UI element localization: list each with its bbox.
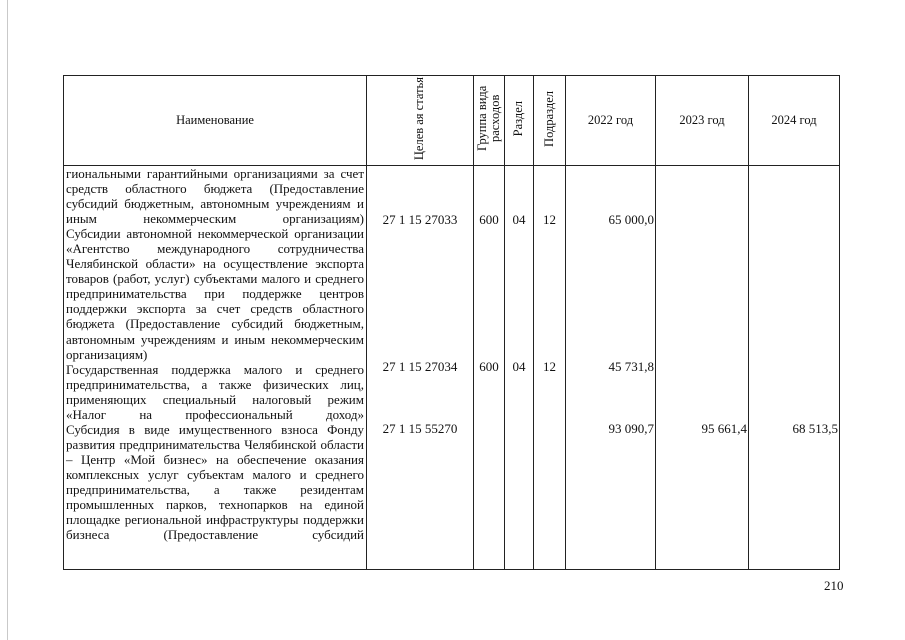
y2023-row-3: 95 661,4 [701, 421, 747, 436]
table-body-row [64, 166, 840, 570]
expense-group-cell [474, 166, 505, 570]
header-2023: 2023 год [656, 76, 749, 166]
y2022-row-3: 93 090,7 [608, 421, 654, 436]
header-2022: 2022 год [566, 76, 656, 166]
budget-table [63, 75, 840, 570]
header-subsection: Подраздел [534, 76, 566, 166]
section-cell [505, 166, 534, 570]
header-name: Наименование [64, 76, 367, 166]
y2022-row-2: 45 731,8 [608, 359, 654, 374]
header-expense-group: Группа вида расходов [474, 76, 505, 166]
section-row-2: 04 [512, 359, 526, 374]
target-article-cell [367, 166, 474, 570]
y2023-cell [656, 166, 749, 570]
name-cell [64, 166, 367, 570]
page-number: 210 [824, 578, 844, 593]
name-paragraph-3: Государственная поддержка малого и среднего предпринимательства, а также физических лиц, применяющих специальный налоговый режим «Налог на профессиональный доход» [66, 361, 364, 422]
subsection-row-2: 12 [543, 359, 556, 374]
header-2024: 2024 год [749, 76, 840, 166]
y2022-row-1: 65 000,0 [608, 212, 654, 227]
header-target-article: Целев ая статья [367, 76, 474, 166]
table-header-row [64, 76, 840, 166]
left-margin-line [7, 0, 8, 640]
target-article-row-1: 27 1 15 27033 [382, 212, 458, 227]
y2024-row-3: 68 513,5 [792, 421, 838, 436]
target-article-row-3: 27 1 15 55270 [382, 421, 458, 436]
expense-group-row-1: 600 [479, 212, 499, 227]
subsection-cell [534, 166, 566, 570]
name-paragraph-2: Субсидии автономной некоммерческой организации «Агентство международного сотрудничества Челябинской области» на осуществление экспорта товаров (работ, услуг) субъектами малого и среднего предпринимательства при поддержке центров поддержки экспорта за счет средств областного бюджета (Предоставление субсидий бюджетным, автономным учреждениям и иным некоммерческим организациям) [66, 226, 364, 362]
expense-group-row-2: 600 [479, 359, 499, 374]
subsection-row-1: 12 [543, 212, 556, 227]
name-paragraph-1: гиональными гарантийными организациями за счет средств областного бюджета (Предоставление субсидий бюджетным, автономным учреждениям и иным некоммерческим организациям) [66, 166, 364, 227]
y2024-cell [749, 166, 840, 570]
name-paragraph-4: Субсидия в виде имущественного взноса Фонду развития предпринимательства Челябинской области – Центр «Мой бизнес» на обеспечение оказания комплексных услуг субъектам малого и среднего предпринимательства, а также резидентам промышленных парков, технопарков на единой площадке региональной инфраструктуры поддержки бизнеса (Предоставление субсидий [66, 421, 364, 543]
target-article-row-2: 27 1 15 27034 [382, 359, 458, 374]
y2022-cell [566, 166, 656, 570]
header-section: Раздел [505, 76, 534, 166]
section-row-1: 04 [512, 212, 526, 227]
